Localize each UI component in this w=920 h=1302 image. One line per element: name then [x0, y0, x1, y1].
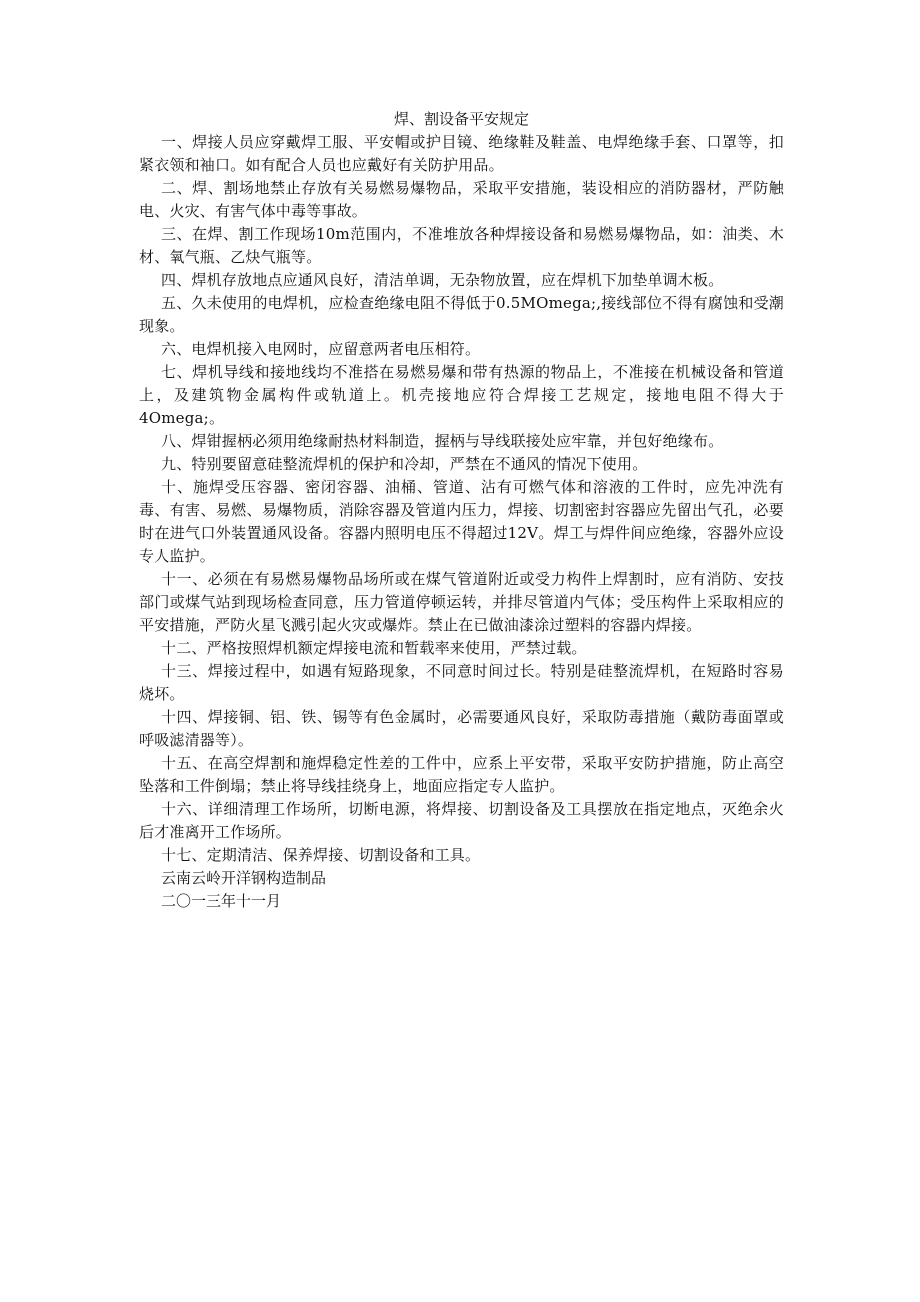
rule-paragraph: 一、焊接人员应穿戴焊工服、平安帽或护目镜、绝缘鞋及鞋盖、电焊绝缘手套、口罩等，扣紧衣领和袖口。如有配合人员也应戴好有关防护用品。: [139, 133, 784, 174]
rule-paragraph: 十三、焊接过程中，如遇有短路现象，不同意时间过长。特别是硅整流焊机，在短路时容易烧坏。: [139, 662, 784, 703]
rule-paragraph: 九、特别要留意硅整流焊机的保护和冷却，严禁在不通风的情况下使用。: [161, 455, 648, 473]
document-title: 焊、割设备平安规定: [393, 110, 529, 128]
rule-paragraph: 十四、焊接铜、铝、铁、锡等有色金属时，必需要通风良好，采取防毒措施（戴防毒面罩或呼吸滤清器等）。: [139, 708, 784, 749]
rule-paragraph: 六、电焊机接入电网时，应留意两者电压相符。: [161, 340, 481, 358]
document-body: [139, 108, 784, 913]
rule-paragraph: 三、在焊、割工作现场10m范围内，不准堆放各种焊接设备和易燃易爆物品，如：油类、木材、氧气瓶、乙炔气瓶等。: [139, 225, 784, 266]
rule-paragraph: 十一、必须在有易燃易爆物品场所或在煤气管道附近或受力构件上焊割时，应有消防、安技部门或煤气站到现场检查同意，压力管道停顿运转，并排尽管道内气体；受压构件上采取相应的平安措施，严防火星飞溅引起火灾或爆炸。禁止在已做油漆涂过塑料的容器内焊接。: [139, 570, 784, 634]
rule-paragraph: 十、施焊受压容器、密闭容器、油桶、管道、沾有可燃气体和溶液的工件时，应先冲洗有毒、有害、易燃、易爆物质，消除容器及管道内压力，焊接、切割密封容器应先留出气孔，必要时在进气口外装置通风设备。容器内照明电压不得超过12V。焊工与焊件间应绝缘，容器外应设专人监护。: [139, 478, 784, 565]
rule-paragraph: 十五、在高空焊割和施焊稳定性差的工件中，应系上平安带，采取平安防护措施，防止高空坠落和工件倒塌；禁止将导线挂绕身上，地面应指定专人监护。: [139, 754, 784, 795]
rule-paragraph: 七、焊机导线和接地线均不准搭在易燃易爆和带有热源的物品上，不准接在机械设备和管道上，及建筑物金属构件或轨道上。机壳接地应符合焊接工艺规定，接地电阻不得大于4Omega;。: [139, 363, 784, 427]
document-date: 二〇一三年十一月: [161, 892, 282, 910]
organization-name: 云南云岭开洋钢构造制品: [161, 869, 327, 887]
rule-paragraph: 十六、详细清理工作场所，切断电源，将焊接、切割设备及工具摆放在指定地点，灭绝余火后才准离开工作场所。: [139, 800, 784, 841]
rule-paragraph: 十七、定期清洁、保养焊接、切割设备和工具。: [161, 846, 481, 864]
rule-paragraph: 四、焊机存放地点应通风良好，清洁单调，无杂物放置，应在焊机下加垫单调木板。: [161, 271, 724, 289]
rule-paragraph: 二、焊、割场地禁止存放有关易燃易爆物品，采取平安措施，装设相应的消防器材，严防触电、火灾、有害气体中毒等事故。: [139, 179, 784, 220]
rule-paragraph: 八、焊钳握柄必须用绝缘耐热材料制造，握柄与导线联接处应牢靠，并包好绝缘布。: [161, 432, 724, 450]
rule-paragraph: 五、久未使用的电焊机，应检查绝缘电阻不得低于0.5MOmega;,接线部位不得有腐蚀和受潮现象。: [139, 294, 784, 335]
rule-paragraph: 十二、严格按照焊机额定焊接电流和暂载率来使用，严禁过载。: [161, 639, 587, 657]
